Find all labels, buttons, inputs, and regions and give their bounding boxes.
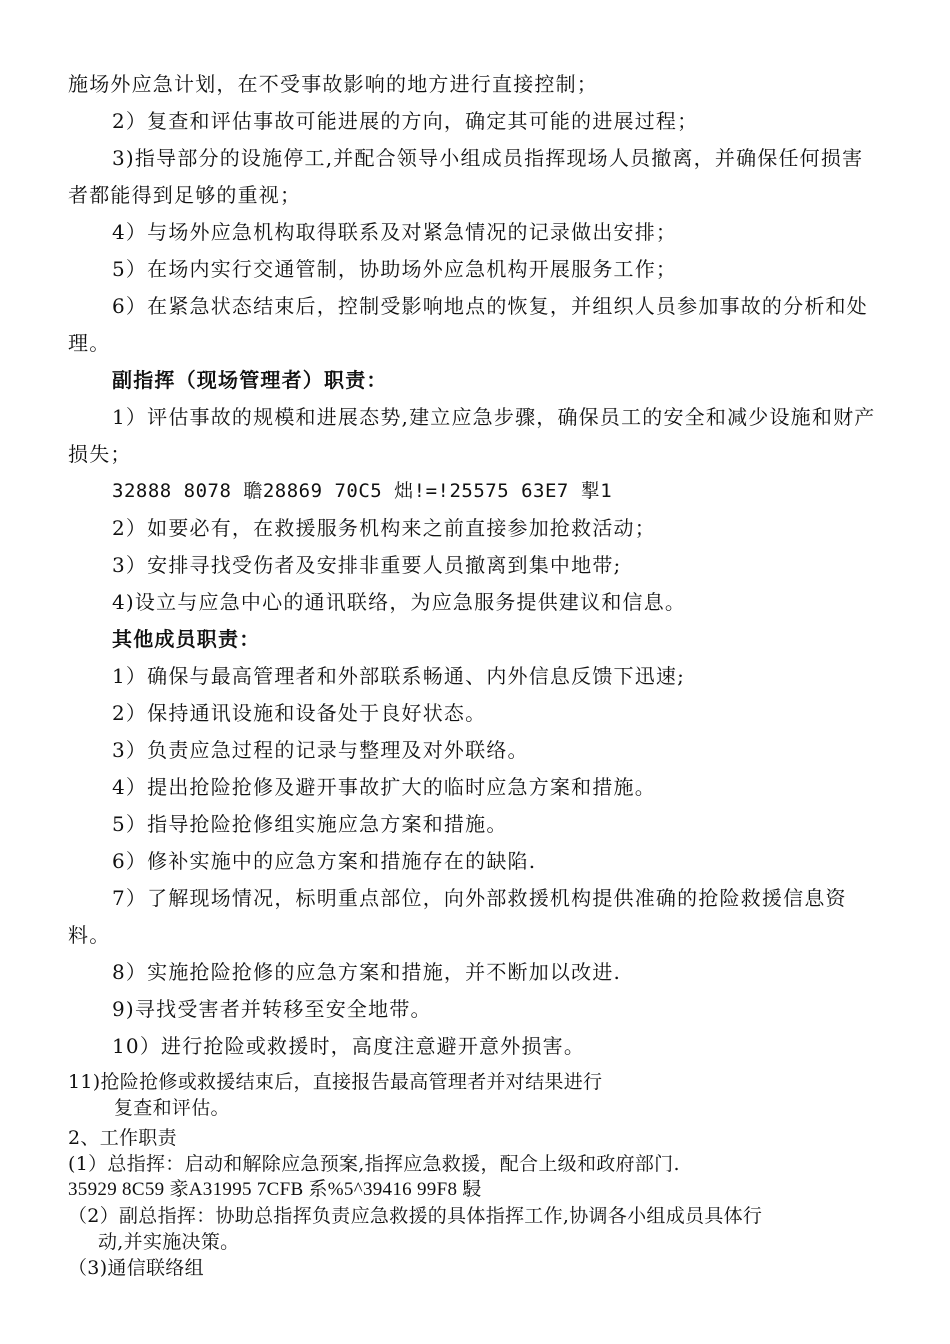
code-line: 35929 8C59 豙A31995 7CFB 系%5^39416 99F8 駸 [68,1179,482,1200]
paragraph: （2）副总指挥：协助总指挥负责应急救援的具体指挥工作,协调各小组成员具体行 [68,1205,763,1227]
paragraph: 动,并实施决策。 [98,1231,240,1253]
section-heading-work-duties: 2、工作职责 [68,1127,177,1149]
paragraph: （3)通信联络组 [68,1257,204,1279]
paragraph: 3）负责应急过程的记录与整理及对外联络。 [112,738,529,762]
paragraph: 2）复查和评估事故可能进展的方向，确定其可能的进展过程； [112,109,699,133]
paragraph: 7）了解现场情况，标明重点部位，向外部救援机构提供准确的抢险救援信息资料。 [68,886,847,947]
paragraph: 4）提出抢险抢修及避开事故扩大的临时应急方案和措施。 [112,775,656,799]
paragraph: 10）进行抢险或救援时，高度注意避开意外损害。 [112,1034,586,1058]
paragraph: 11)抢险抢修或救援结束后，直接报告最高管理者并对结果进行 [68,1071,603,1093]
section-heading-others: 其他成员职责： [112,627,261,651]
paragraph: (1）总指挥：启动和解除应急预案,指挥应急救援，配合上级和政府部门. [68,1153,680,1175]
document-body [68,66,883,1281]
paragraph: 4）与场外应急机构取得联系及对紧急情况的记录做出安排； [112,220,678,244]
paragraph: 4)设立与应急中心的通讯联络，为应急服务提供建议和信息。 [112,590,687,614]
paragraph: 3)指导部分的设施停工,并配合领导小组成员指挥现场人员撤离，并确保任何损害者都能得到足够的重视； [68,146,864,207]
paragraph: 1）确保与最高管理者和外部联系畅通、内外信息反馈下迅速; [112,664,686,688]
paragraph: 6）在紧急状态结束后，控制受影响地点的恢复，并组织人员参加事故的分析和处理。 [68,294,868,355]
paragraph: 复查和评估。 [114,1097,230,1119]
code-line: 32888 8078 聸28869 70C5 炪!=!25575 63E7 揧1 [112,480,613,502]
paragraph: 5）指导抢险抢修组实施应急方案和措施。 [112,812,508,836]
paragraph: 3）安排寻找受伤者及安排非重要人员撤离到集中地带; [112,553,622,577]
paragraph: 2）保持通讯设施和设备处于良好状态。 [112,701,487,725]
paragraph: 8）实施抢险抢修的应急方案和措施，并不断加以改进. [112,960,622,984]
paragraph: 2）如要必有，在救援服务机构来之前直接参加抢救活动； [112,516,656,540]
paragraph: 9)寻找受害者并转移至安全地带。 [112,997,432,1021]
section-heading-deputy: 副指挥（现场管理者）职责： [112,368,388,392]
paragraph: 1）评估事故的规模和进展态势,建立应急步骤，确保员工的安全和减少设施和财产损失； [68,405,876,466]
paragraph: 6）修补实施中的应急方案和措施存在的缺陷. [112,849,537,873]
paragraph: 施场外应急计划，在不受事故影响的地方进行直接控制； [68,72,598,96]
paragraph: 5）在场内实行交通管制，协助场外应急机构开展服务工作； [112,257,678,281]
